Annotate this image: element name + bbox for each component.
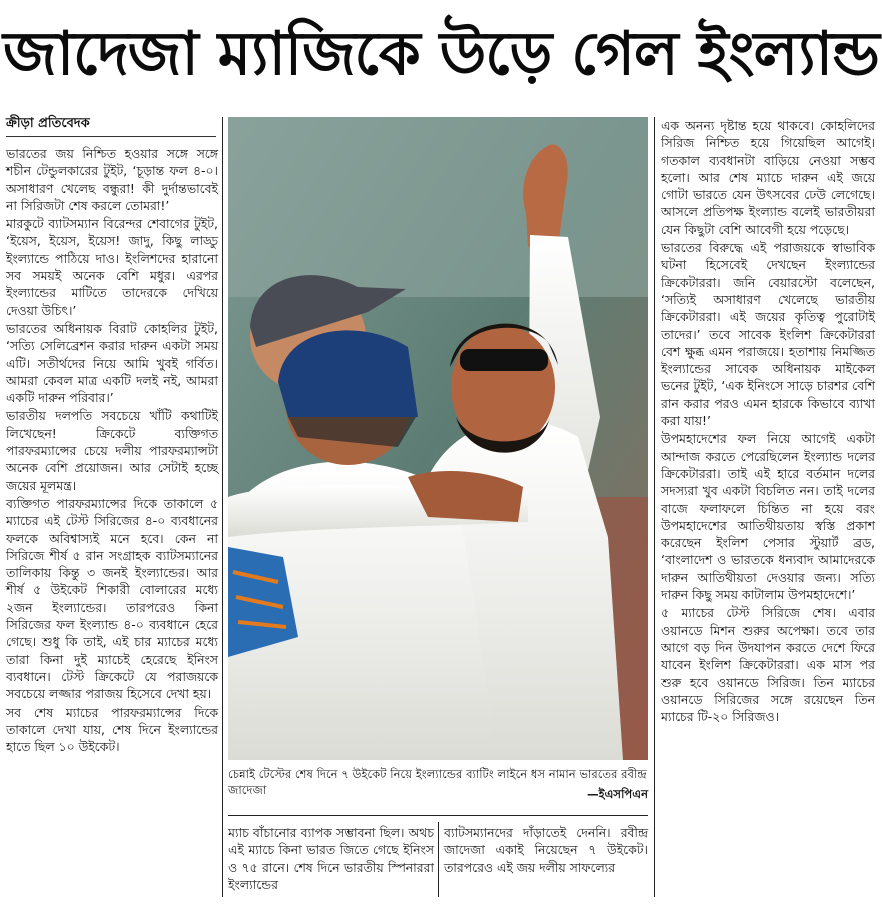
column-divider bbox=[222, 117, 223, 897]
news-photo bbox=[228, 117, 648, 760]
photo-caption: চেন্নাই টেস্টের শেষ দিনে ৭ উইকেট নিয়ে ইংল্যান্ডের ব্যাটিং লাইনে ধস নামান ভারতের রবীন্দ্র জাদেজা bbox=[228, 767, 647, 797]
article-column-2 bbox=[228, 824, 434, 894]
column-divider bbox=[654, 117, 655, 897]
sunglasses-icon bbox=[460, 349, 548, 371]
article-column-3 bbox=[444, 824, 648, 877]
paragraph: এক অনন্য দৃষ্টান্ত হয়ে থাকবে। কোহলিদের সিরিজ নিশ্চিত হয়ে গিয়েছিল আগেই। গতকাল ব্যবধানটা বাড়িয়ে নেওয়া সম্ভব হলো। আর শেষ ম্যাচে দারুন এই জয়ে গোটা ভারতে যেন উৎসবের ঢেউ লেগেছে। আসলে প্রতিপক্ষ ইংল্যান্ড বলেই ভারতীয়রা যেন কিছুটা বেশি আবেগী হয়ে পড়েছে। bbox=[661, 118, 875, 237]
column-divider bbox=[438, 822, 439, 897]
headline: জাদেজা ম্যাজিকে উড়ে গেল ইংল্যান্ড bbox=[3, 19, 879, 89]
paragraph: ভারতের বিরুদ্ধে এই পরাজয়কে স্বাভাবিক ঘটনা হিসেবেই দেখছেন ইংল্যান্ডের ক্রিকেটাররা। জনি বেয়ারস্টো বলেছেন, ‘সত্যিই অসাধারণ খেলেছে ভারতীয় ক্রিকেটাররা। এই জয়ের কৃতিত্ব পুরোটাই তাদের।’ তবে সাবেক ইংলিশ ক্রিকেটাররা বেশ ক্ষুব্ধ এমন পরাজয়ে। হতাশায় নিমজ্জিত ইংল্যান্ডের সাবেক অধিনায়ক মাইকেল ভনের টুইট, ‘এক ইনিংসে সাড়ে চারশর বেশি রান করার পরও এমন হারকে কিভাবে ব্যাখা করা যায়!’ bbox=[661, 240, 875, 429]
paragraph: ভারতীয় দলপতি সবচেয়ে খাঁটি কথাটিই লিখেছেন! ক্রিকেটে ব্যক্তিগত পারফরম্যান্সের চেয়ে দলীয় পারফরম্যান্সটা অনেক বেশি প্রয়োজন। আর সেটাই হচ্ছে জয়ের মূলমন্ত্র। bbox=[6, 408, 218, 493]
paragraph: ভারতের জয় নিশ্চিত হওয়ার সঙ্গে সঙ্গে শচীন টেন্ডুলকারের টুইট, ‘চূড়ান্ত ফল ৪-০। অসাধারণ খেলেছ বন্ধুরা! কী দুর্দান্তভাবেই না সিরিজটা শেষ করলে তোমরা!’ bbox=[6, 146, 218, 213]
paragraph: মারকুটে ব্যাটসম্যান বিরেন্দর শেবাগের টুইট, ‘ইয়েস, ইয়েস, ইয়েস! জাদু, কিছু লাড্ডু ইংল্যান্ডে পাঠিয়ে দাও। ইংলিশদের হারানো সব সময়ই অনেক বেশি মধুর। এরপর ইংল্যান্ডের মাটিতে তাদেরকে দেখিয়ে দেওয়া উচিৎ।’ bbox=[6, 216, 218, 318]
paragraph: ম্যাচ বাঁচানোর ব্যাপক সম্ভাবনা ছিল। অথচ এই ম্যাচে কিনা ভারত জিতে গেছে ইনিংস ও ৭৫ রানে। শেষ দিনে ভারতীয় স্পিনাররা ইংল্যান্ডের bbox=[228, 825, 434, 892]
paragraph: সব শেষ ম্যাচের পারফরম্যান্সের দিকে তাকালে দেখা যায়, শেষ দিনে ইংল্যান্ডের হাতে ছিল ১০ উইকেট। bbox=[6, 704, 218, 755]
caption-rule bbox=[228, 815, 648, 816]
paragraph: ৫ ম্যাচের টেস্ট সিরিজে শেষ। এবার ওয়ানডে মিশন শুরুর অপেক্ষা। তবে তার আগে বড় দিন উদযাপন করতে দেশে ফিরে যাবেন ইংলিশ ক্রিকেটাররা। এক মাস পর শুরু হবে ওয়ানডে সিরিজ। তিন ম্যাচের ওয়ানডে সিরিজের সঙ্গে রয়েছেন তিন ম্যাচের টি-২০ সিরিজও। bbox=[661, 605, 875, 725]
paragraph: উপমহাদেশের ফল নিয়ে আগেই একটা আন্দাজ করতে পেরেছিলেন ইংল্যান্ড দলের ক্রিকেটাররা। তাই এই হারে বর্তমান দলের সদস্যরা খুব একটা বিচলিত নন। তাই দলের বাজে ফলাফলে চিন্তিত না হয়ে বরং উপমহাদেশের আতিথীয়তায় স্বস্তি প্রকাশ করেছেন ইংলিশ পেসার স্টুয়ার্ট ব্রড, ‘বাংলাদেশ ও ভারতকে ধন্যবাদ আমাদেরকে দারুন আতিথীয়তা দেওয়ার জন্য। সত্যি দারুন কিছু সময় কাটালাম উপমহাদেশে।’ bbox=[661, 431, 875, 603]
paragraph: ব্যক্তিগত পারফরম্যান্সের দিকে তাকালে ৫ ম্যাচের এই টেস্ট সিরিজের ৪-০ ব্যবধানের ফলকে অবিশ্বাস্যই মনে হবে। কেন না সিরিজে শীর্ষ ৫ রান সংগ্রাহক ব্যাটসম্যানের তালিকায় কিন্তু ৩ জনই ইংল্যান্ডের। আর শীর্ষ ৫ উইকেট শিকারী বোলারের মধ্যে ২জন ইংল্যান্ডের। তারপরেও কিনা সিরিজের ফল ইংল্যান্ড ৪-০ ব্যবধানে হেরে গেছে। শুধু কি তাই, এই চার ম্যাচের মধ্যে তারা কিনা দুই ম্যাচেই হেরেছে ইনিংস ব্যবধানে। টেস্ট ক্রিকেটে যে পরাজয়কে সবচেয়ে লজ্জার পরাজয় হিসেবে দেখা হয়। bbox=[6, 495, 218, 702]
photo-credit: —ইএসপিএন bbox=[586, 787, 648, 801]
article-column-1 bbox=[6, 145, 218, 756]
paragraph: ব্যাটসম্যানদের দাঁড়াতেই দেননি। রবীন্দ্র জাদেজা একাই নিয়েছেন ৭ উইকেট। তারপরেও এই জয় দলীয় সাফল্যের bbox=[444, 825, 648, 875]
article-column-4 bbox=[661, 117, 875, 726]
byline-rule bbox=[6, 136, 216, 137]
byline: ক্রীড়া প্রতিবেদক bbox=[6, 116, 90, 131]
paragraph: ভারতের অধিনায়ক বিরাট কোহলির টুইট, ‘সত্যি সেলিব্রেশন করার দারুন একটা সময় এটি। সতীর্থদের নিয়ে আমি খুবই গর্বিত। আমরা কেবল মাত্র একটি দলই নই, আমরা একটি দারুন পরিবার।’ bbox=[6, 320, 218, 406]
